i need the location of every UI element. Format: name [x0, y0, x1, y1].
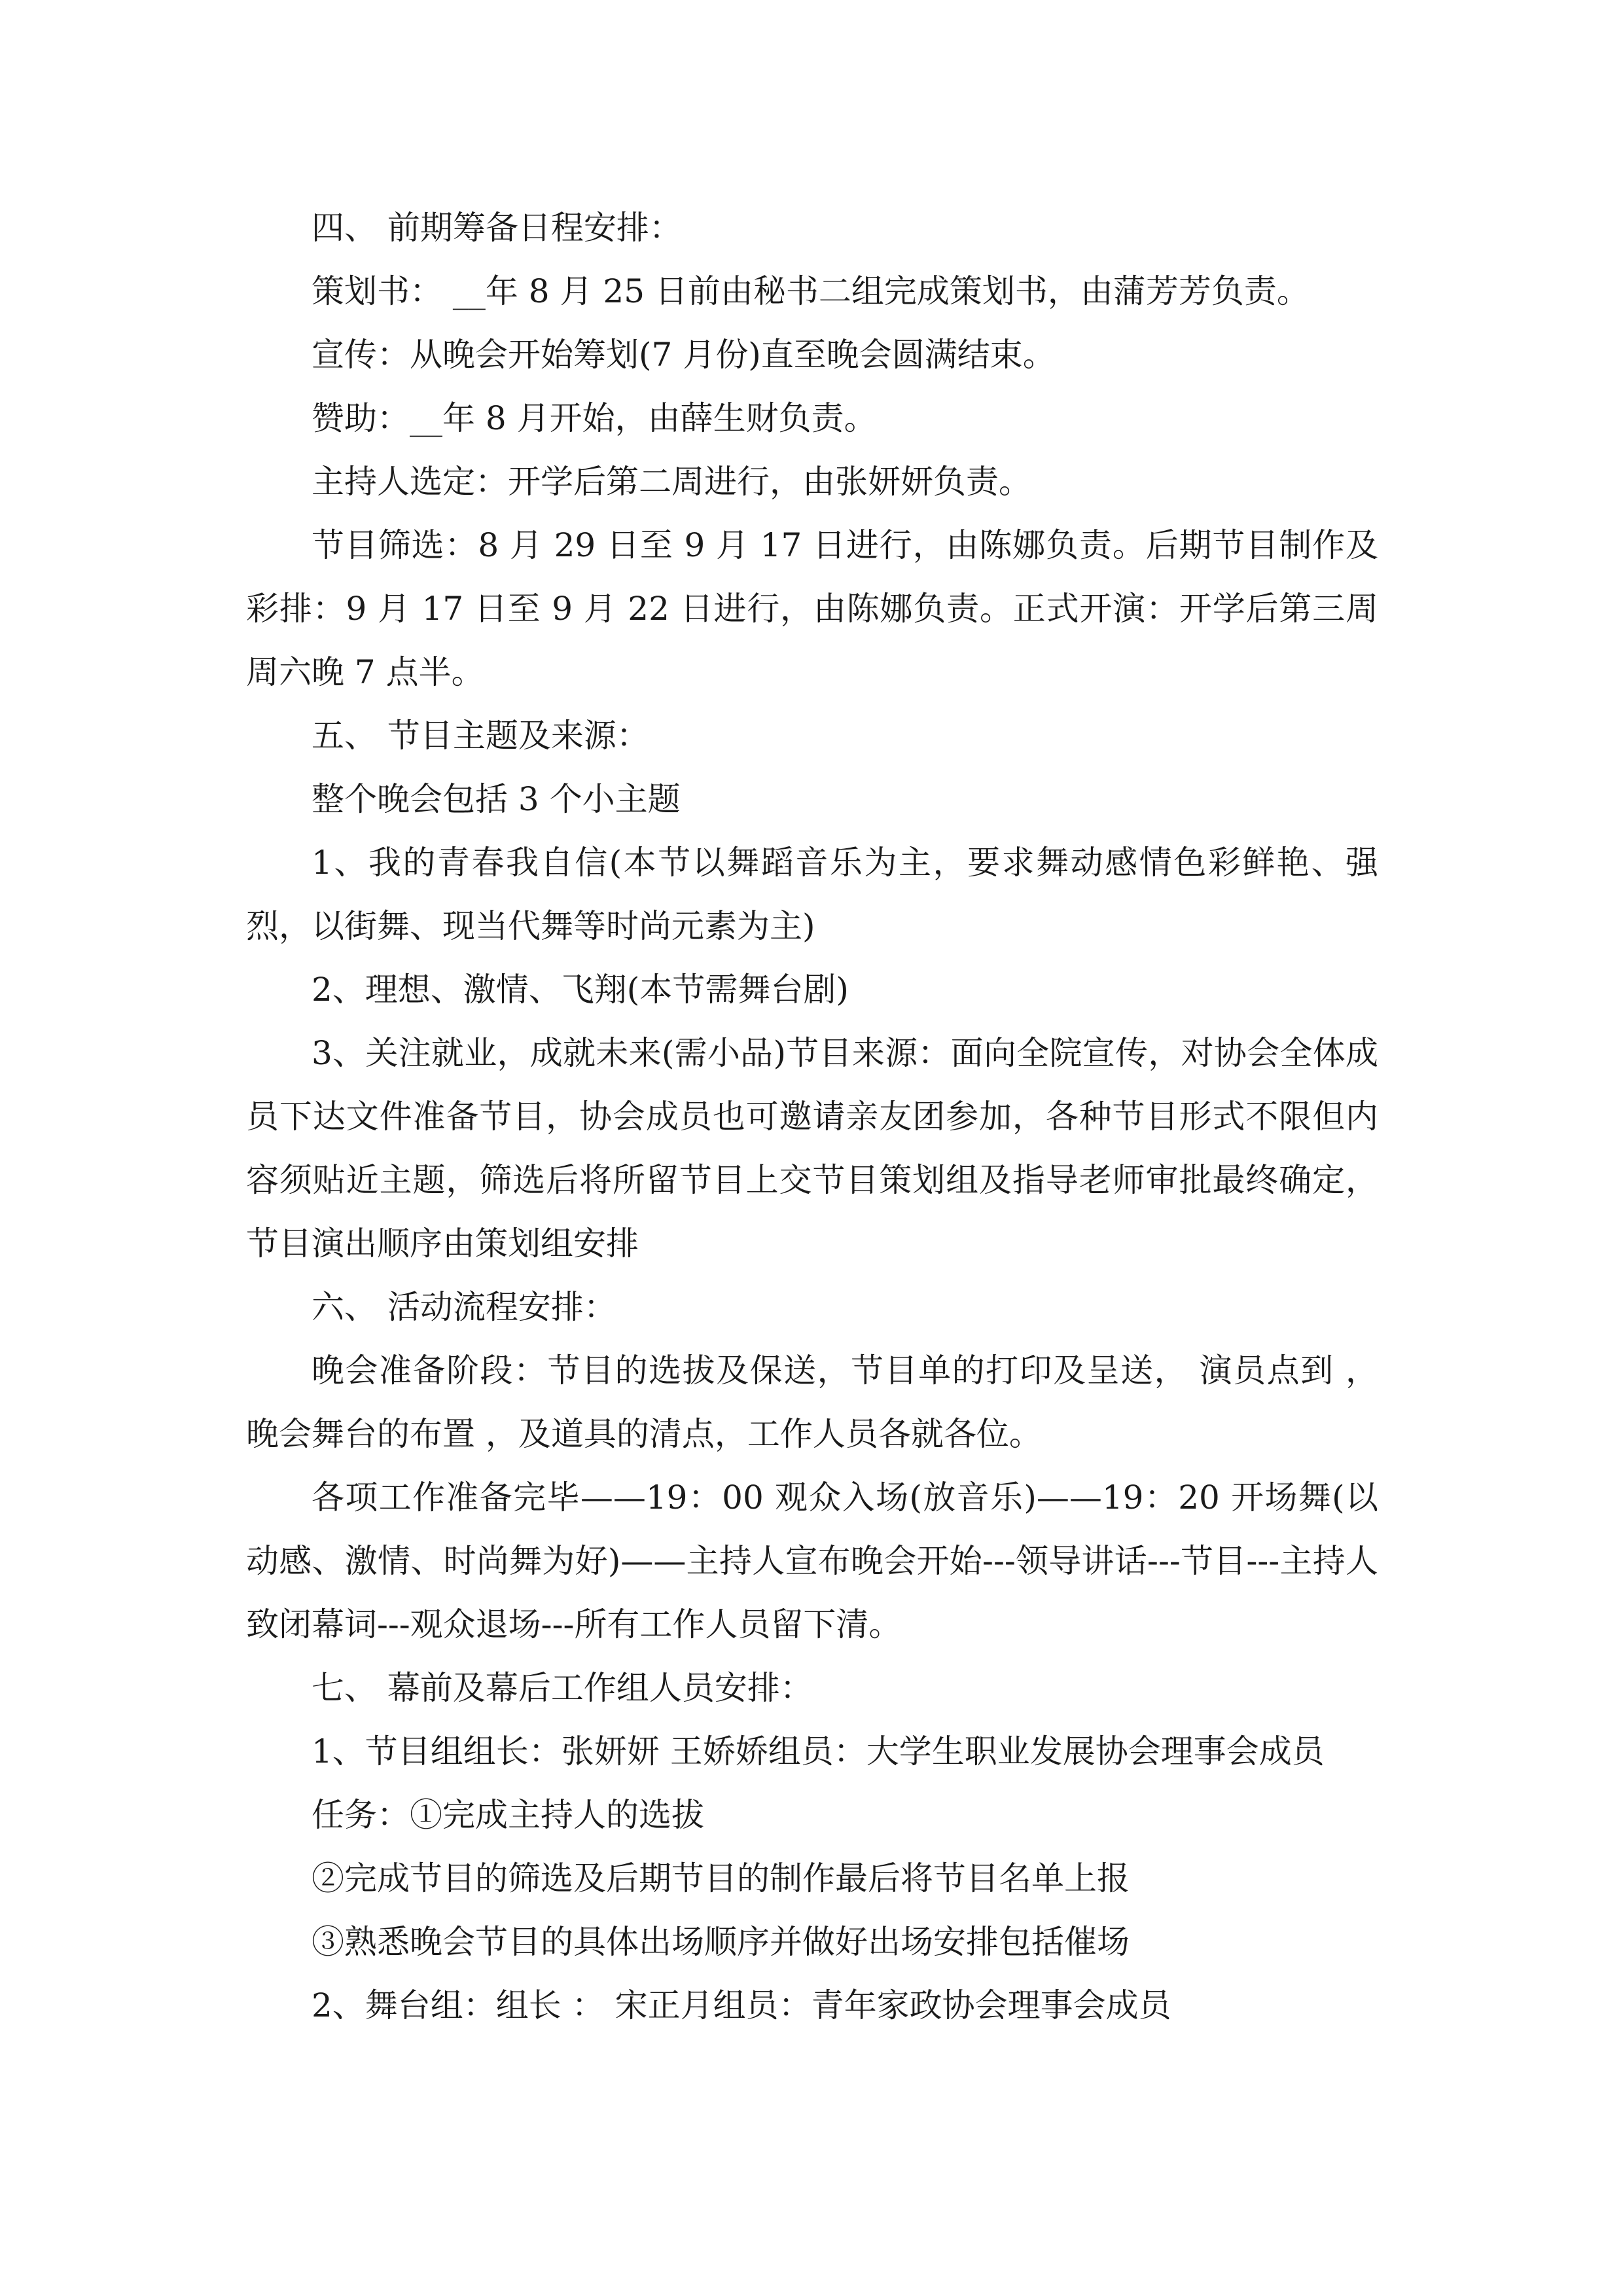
- paragraph-task-1: 任务：①完成主持人的选拔: [312, 1796, 704, 1834]
- heading-section-7: 七、 幕前及幕后工作组人员安排：: [312, 1669, 813, 1707]
- paragraph-task-3: ③熟悉晚会节目的具体出场顺序并做好出场安排包括催场: [312, 1923, 1130, 1961]
- heading-section-6: 六、 活动流程安排：: [312, 1288, 616, 1326]
- paragraph-theme-1: 1、我的青春我自信(本节以舞蹈音乐为主，要求舞动感情色彩鲜艳、强烈，以街舞、现当代舞等时尚元素为主): [246, 844, 1378, 945]
- paragraph-host-selection: 主持人选定：开学后第二周进行，由张妍妍负责。: [312, 463, 1031, 501]
- paragraph-stage-group: 2、舞台组：组长 ： 宋正月组员：青年家政协会理事会成员: [312, 1986, 1171, 2024]
- paragraph-theme-2: 2、理想、激情、飞翔(本节需舞台剧): [312, 971, 849, 1009]
- paragraph-publicity: 宣传：从晚会开始筹划(7 月份)直至晚会圆满结束。: [312, 336, 1056, 374]
- paragraph-task-2: ②完成节目的筛选及后期节目的制作最后将节目名单上报: [312, 1859, 1130, 1897]
- paragraph-proposal: 策划书： __年 8 月 25 日前由秘书二组完成策划书，由蒲芳芳负责。: [312, 272, 1310, 310]
- paragraph-preparation-stage: 晚会准备阶段：节目的选拔及保送，节目单的打印及呈送， 演员点到 ，晚会舞台的布置 ，及道具的清点，工作人员各就各位。: [246, 1352, 1378, 1453]
- heading-section-4: 四、 前期筹备日程安排：: [312, 209, 682, 247]
- heading-section-5: 五、 节目主题及来源：: [312, 717, 649, 755]
- paragraph-sponsorship: 赞助：__年 8 月开始，由薛生财负责。: [312, 399, 877, 437]
- paragraph-themes-intro: 整个晚会包括 3 个小主题: [312, 780, 681, 818]
- paragraph-event-flow: 各项工作准备完毕——19：00 观众入场(放音乐)——19：20 开场舞(以动感、激情、时尚舞为好)——主持人宣布晚会开始---领导讲话---节目---主持人致闭幕词---观众退场---所有工作人员留下清。: [246, 1479, 1378, 1643]
- paragraph-theme-3: 3、关注就业，成就未来(需小品)节目来源：面向全院宣传，对协会全体成员下达文件准备节目，协会成员也可邀请亲友团参加，各种节目形式不限但内容须贴近主题，筛选后将所留节目上交节目策划组及指导老师审批最终确定，节目演出顺序由策划组安排: [246, 1034, 1378, 1263]
- paragraph-program-screening: 节目筛选：8 月 29 日至 9 月 17 日进行，由陈娜负责。后期节目制作及彩排：9 月 17 日至 9 月 22 日进行，由陈娜负责。正式开演：开学后第三周周六晚 7 点半。: [246, 526, 1378, 691]
- paragraph-program-group: 1、节目组组长：张妍妍 王娇娇组员：大学生职业发展协会理事会成员: [312, 1732, 1325, 1770]
- document-body: [246, 196, 1378, 2037]
